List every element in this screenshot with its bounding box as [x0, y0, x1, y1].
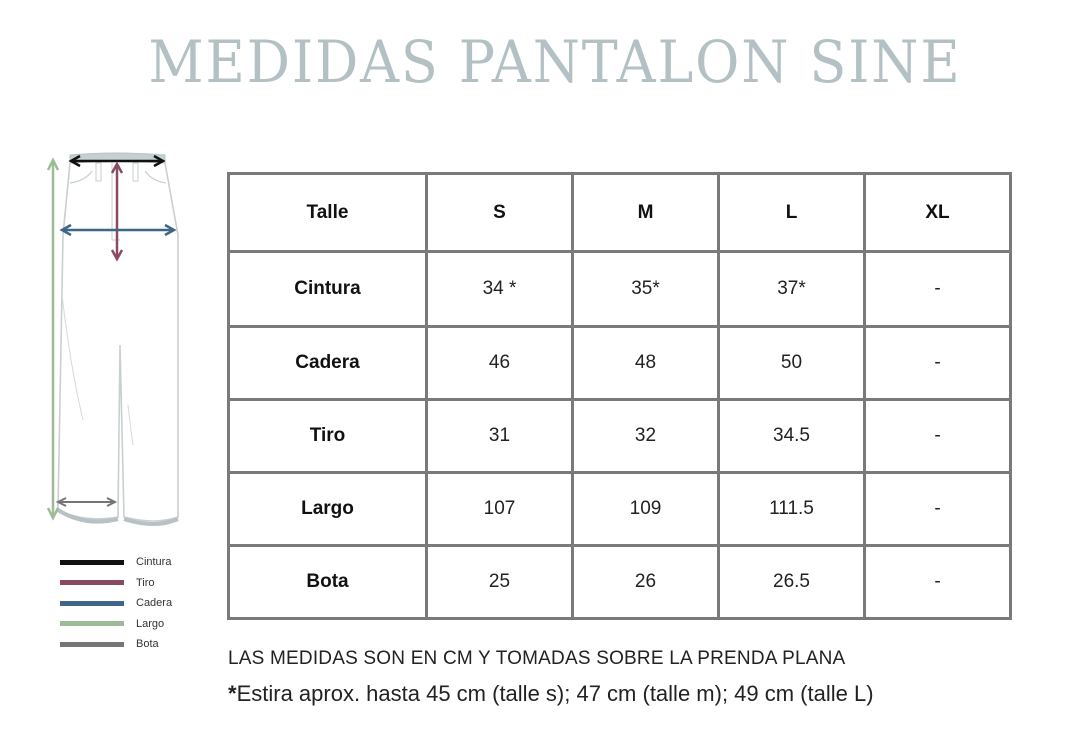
page-title: MEDIDAS PANTALON SINE	[148, 28, 962, 96]
table-cell: 32	[573, 400, 719, 473]
table-cell: 25	[427, 546, 573, 619]
table-row	[229, 400, 1011, 473]
table-cell: 34.5	[719, 400, 865, 473]
measurement-note: LAS MEDIDAS SON EN CM Y TOMADAS SOBRE LA PRENDA PLANA	[228, 648, 846, 669]
asterisk: *	[228, 681, 237, 706]
table-row	[229, 252, 1011, 327]
legend-label: Cadera	[136, 597, 173, 610]
legend-label: Tiro	[136, 576, 155, 589]
header-cell: S	[427, 174, 573, 252]
table-cell: -	[865, 327, 1011, 400]
bota-swatch-icon	[60, 642, 124, 647]
header-cell: M	[573, 174, 719, 252]
table-row	[229, 327, 1011, 400]
table-cell: 34 *	[427, 252, 573, 327]
table-header-row	[229, 174, 1011, 252]
table-cell: 46	[427, 327, 573, 400]
legend-item-cintura	[60, 552, 200, 573]
table-row	[229, 473, 1011, 546]
row-label: Bota	[229, 546, 427, 619]
table-cell: -	[865, 252, 1011, 327]
legend-label: Bota	[136, 638, 159, 651]
header-cell: XL	[865, 174, 1011, 252]
row-label: Tiro	[229, 400, 427, 473]
table-cell: -	[865, 473, 1011, 546]
table-cell: 107	[427, 473, 573, 546]
row-label: Cadera	[229, 327, 427, 400]
table-row	[229, 546, 1011, 619]
cintura-swatch-icon	[60, 560, 124, 565]
table-cell: 37*	[719, 252, 865, 327]
pants-illustration-icon	[40, 145, 200, 535]
stretch-note	[228, 681, 874, 707]
size-chart-table	[227, 172, 1012, 620]
measurement-legend	[60, 552, 200, 655]
table-cell: 35*	[573, 252, 719, 327]
table-cell: -	[865, 546, 1011, 619]
table-cell: 26.5	[719, 546, 865, 619]
legend-item-bota	[60, 634, 200, 655]
legend-item-cadera	[60, 593, 200, 614]
header-cell: Talle	[229, 174, 427, 252]
row-label: Cintura	[229, 252, 427, 327]
largo-swatch-icon	[60, 621, 124, 626]
legend-label: Cintura	[136, 556, 172, 569]
legend-label: Largo	[136, 617, 165, 630]
table-cell: 109	[573, 473, 719, 546]
legend-item-largo	[60, 614, 200, 635]
stretch-note-text: Estira aprox. hasta 45 cm (talle s); 47 cm (talle m); 49 cm (talle L)	[236, 681, 874, 706]
legend-item-tiro	[60, 573, 200, 594]
table-cell: 31	[427, 400, 573, 473]
cadera-swatch-icon	[60, 601, 124, 606]
table-cell: 48	[573, 327, 719, 400]
table-cell: -	[865, 400, 1011, 473]
row-label: Largo	[229, 473, 427, 546]
table-cell: 50	[719, 327, 865, 400]
header-cell: L	[719, 174, 865, 252]
pants-diagram	[40, 145, 200, 535]
tiro-swatch-icon	[60, 580, 124, 585]
table-cell: 26	[573, 546, 719, 619]
table-cell: 111.5	[719, 473, 865, 546]
